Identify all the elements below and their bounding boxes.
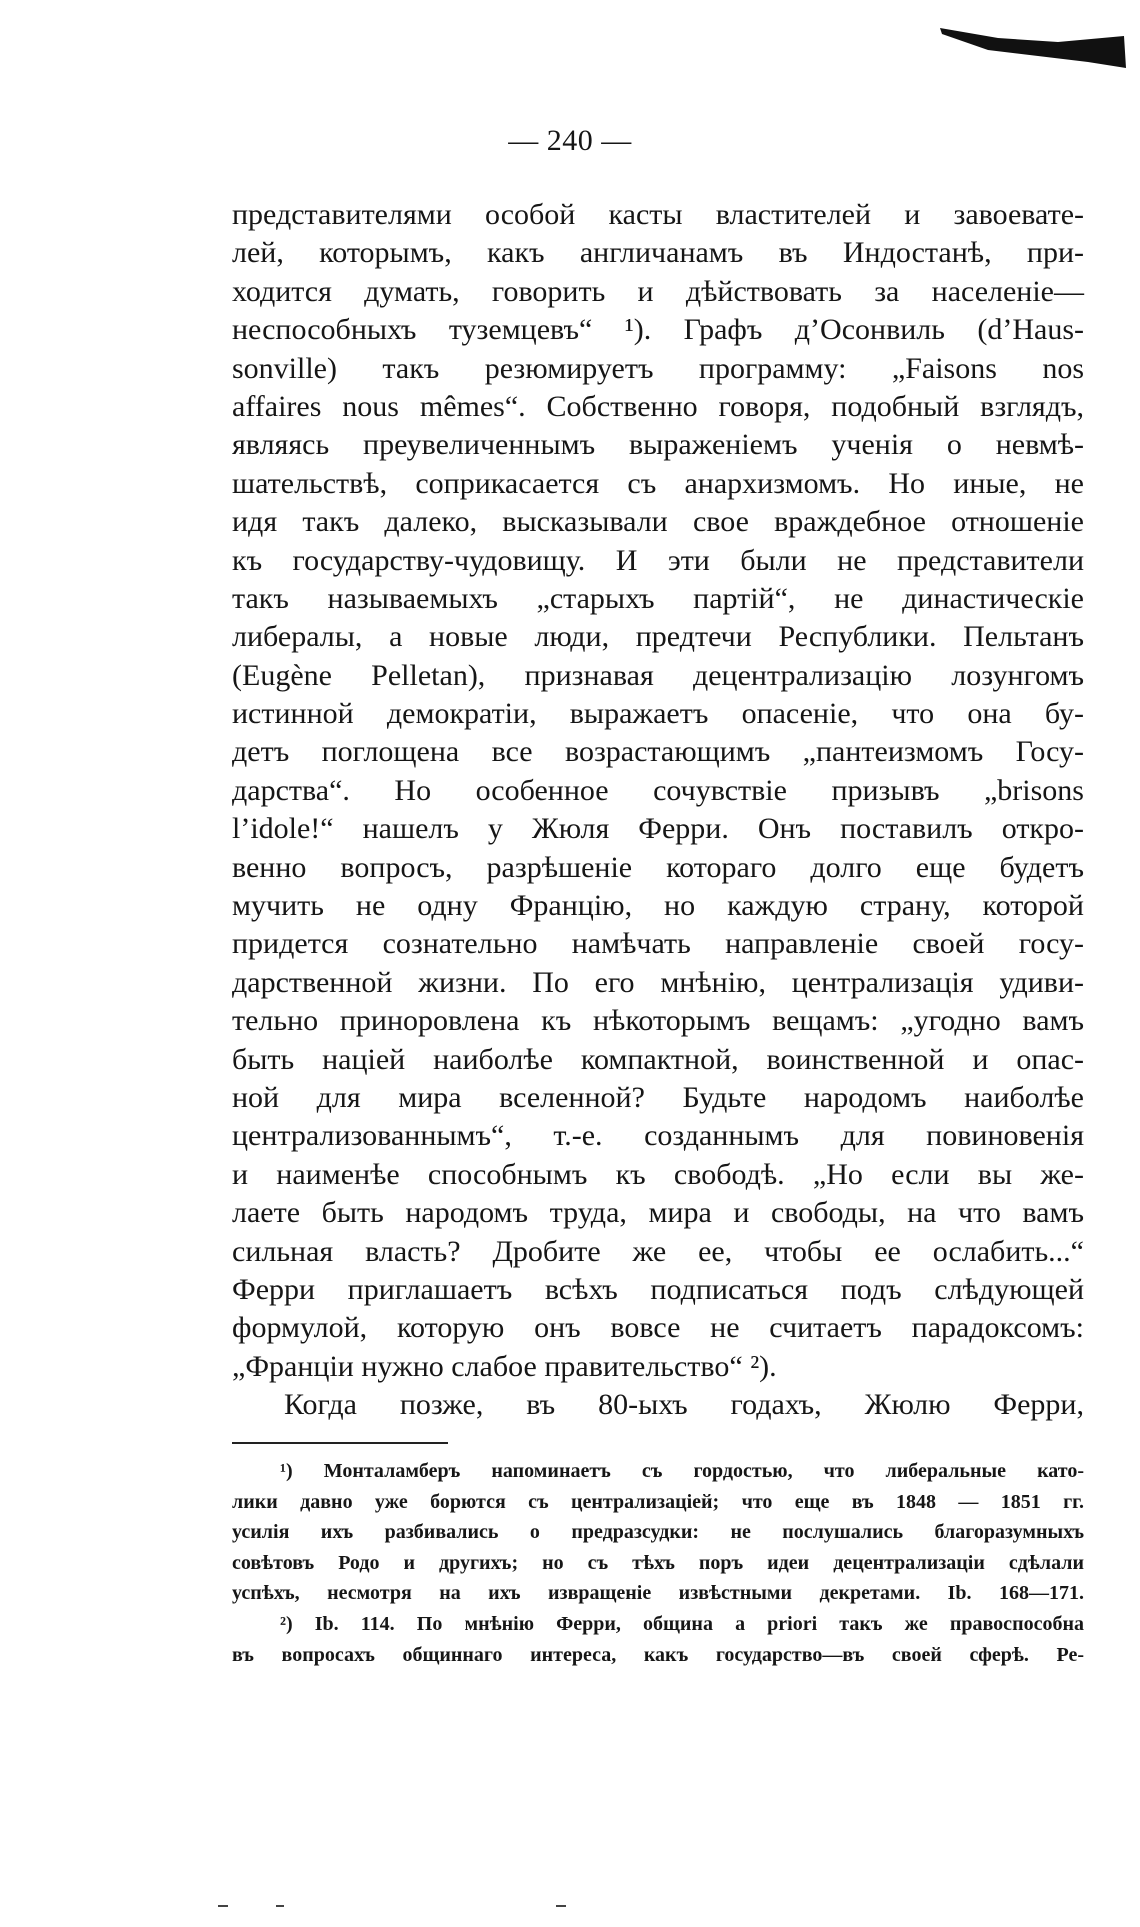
body-line: истинной демократіи, выражаетъ опасеніе, что она бу- <box>232 697 1084 731</box>
body-text <box>232 196 1084 1425</box>
footnote-line: успѣхъ, несмотря на ихъ извращеніе извѣстными декретами. Ib. 168—171. <box>232 1582 1084 1605</box>
body-line: и наименѣе способнымъ къ свободѣ. „Но если вы же- <box>232 1157 1084 1191</box>
body-line: представителями особой касты властителей и завоевате- <box>232 198 1084 231</box>
footnote-line: усилія ихъ разбивались о предразсудки: не послушались благоразумныхъ <box>232 1521 1084 1544</box>
speck <box>556 1905 566 1907</box>
footnote-line: въ вопросахъ общиннаго интереса, какъ государство—въ своей сферѣ. Ре- <box>232 1643 1084 1666</box>
body-line: l’idole!“ нашелъ у Жюля Ферри. Онъ поставилъ откро- <box>232 812 1084 846</box>
footnote-line: ²) Ib. 114. По мнѣнію Ферри, община a priori такъ же правоспособна <box>280 1612 1084 1635</box>
corner-ink-mark <box>938 22 1128 72</box>
body-line: мучить не одну Францію, но каждую страну, которой <box>232 889 1084 923</box>
body-line: шательствѣ, соприкасается съ анархизмомъ. Но иные, не <box>232 466 1084 500</box>
footnote-divider <box>232 1442 448 1444</box>
body-line: тельно приноровлена къ нѣкоторымъ вещамъ: „угодно вамъ <box>232 1004 1084 1038</box>
footnote-line: ¹) Монталамберъ напоминаетъ съ гордостью, что либеральные като- <box>280 1460 1084 1482</box>
body-line: affaires nous mêmes“. Собственно говоря, подобный взглядъ, <box>232 389 1084 423</box>
body-line: централизованнымъ“, т.-е. созданнымъ для повиновенія <box>232 1119 1084 1153</box>
speck <box>276 1905 284 1907</box>
body-line: такъ называемыхъ „старыхъ партій“, не династическіе <box>232 581 1084 615</box>
body-line: „Франціи нужно слабое правительство“ ²). <box>232 1349 777 1383</box>
body-line: придется сознательно намѣчать направленіе своей госу- <box>232 927 1084 961</box>
body-line: либералы, а новые люди, предтечи Республики. Пельтанъ <box>232 620 1084 654</box>
body-line: Когда позже, въ 80-ыхъ годахъ, Жюлю Ферри, <box>284 1388 1084 1422</box>
body-line: ходится думать, говорить и дѣйствовать за населеніе— <box>232 274 1084 308</box>
page-number: — 240 — <box>508 124 632 157</box>
body-line: лей, которымъ, какъ англичанамъ въ Индостанѣ, при- <box>232 236 1084 270</box>
body-line: (Eugène Pelletan), признавая децентрализацію лозунгомъ <box>232 658 1084 692</box>
body-line: формулой, которую онъ вовсе не считаетъ парадоксомъ: <box>232 1311 1084 1345</box>
body-line: идя такъ далеко, высказывали свое враждебное отношеніе <box>232 505 1084 539</box>
body-line: ной для мира вселенной? Будьте народомъ наиболѣе <box>232 1080 1084 1114</box>
body-line: sonville) такъ резюмируетъ программу: „Faisons nos <box>232 351 1084 385</box>
body-line: къ государству-чудовищу. И эти были не представители <box>232 543 1084 577</box>
body-line: дарства“. Но особенное сочувствіе призывъ „brisons <box>232 773 1084 807</box>
footnote-line: лики давно уже борются съ централизаціей; что еще въ 1848 — 1851 гг. <box>232 1490 1084 1513</box>
body-line: сильная власть? Дробите же ее, чтобы ее ослабить...“ <box>232 1234 1084 1268</box>
body-line: лаете быть народомъ труда, мира и свободы, на что вамъ <box>232 1196 1084 1230</box>
speck <box>218 1905 228 1907</box>
footnotes <box>232 1456 1084 1670</box>
body-line: детъ поглощена все возрастающимъ „пантеизмомъ Госу- <box>232 735 1084 769</box>
body-line: дарственной жизни. По его мнѣнію, централизація удиви- <box>232 965 1084 999</box>
body-line: венно вопросъ, разрѣшеніе котораго долго еще будетъ <box>232 850 1084 884</box>
body-line: быть націей наиболѣе компактной, воинственной и опас- <box>232 1042 1084 1076</box>
body-line: Ферри приглашаетъ всѣхъ подписаться подъ слѣдующей <box>232 1272 1084 1306</box>
body-line: являясь преувеличеннымъ выраженіемъ ученія о невмѣ- <box>232 428 1084 462</box>
body-line: неспособныхъ туземцевъ“ ¹). Графъ д’Осонвиль (d’Haus- <box>232 313 1084 347</box>
scan-specks <box>0 1905 1140 1913</box>
footnote-line: совѣтовъ Родо и другихъ; но съ тѣхъ поръ идеи децентрализаціи сдѣлали <box>232 1551 1084 1574</box>
